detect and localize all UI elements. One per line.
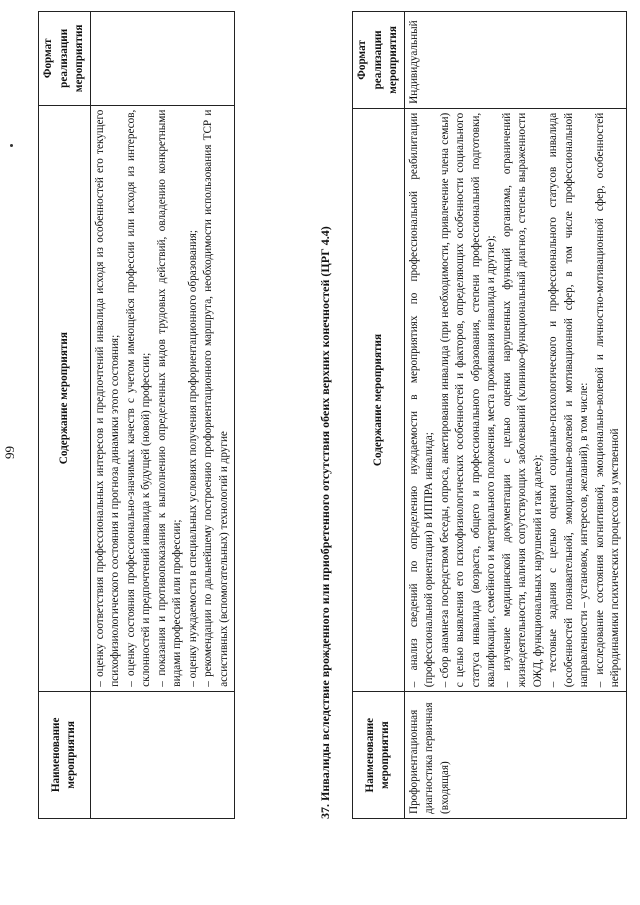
page-number: 99 <box>2 446 17 459</box>
activities-table-crg44 <box>352 11 627 819</box>
speck <box>10 144 13 147</box>
content-item: – оценку соответствия профессиональных интересов и предпочтений инвалида исходя из особенностей его текущего психофизиологического состояния и прогноза динамики этого состояния; <box>93 109 121 687</box>
content-item: – анализ сведений по определению нуждаемости в мероприятиях по профессиональной реабилитации (профессиональной ориентации) в ИППРА инвалида; <box>407 112 435 688</box>
cell-content <box>404 108 626 691</box>
activities-table-continued <box>38 11 235 819</box>
content-item: – сбор анамнеза посредством беседы, опроса, анкетирования инвалида (при необходимости, привлечение члена семьи) с целью выявления его психофизиологических особенностей и факторов, определяющих особенности социального статуса инвалида (возраста, общего и профессионального образования, степени профессиональной подготовки, квалификации, семейного и материального положения, места проживания инвалида и другие); <box>438 112 497 688</box>
content-item: – оценку состояния профессионально-значимых качеств с учетом имеющейся профессии или исходя из интересов, склонностей и предпочтений инвалида к будущей (новой) профессии; <box>124 109 152 687</box>
content-item: – исследование состояния когнитивной, эмоционально-волевой и личностно-мотивационной сфер, особенностей нейродинамики психических процессов и умственной <box>593 112 621 688</box>
activity-name: Профориентационная диагностика первичная (входящая) <box>404 692 626 819</box>
cell-name-empty <box>90 691 235 818</box>
content-item: – показания и противопоказания к выполнению определенных видов трудовых действий, овладению конкретными видами профессий или профессии; <box>155 109 183 687</box>
activity-format: Индивидуальный <box>404 12 626 109</box>
content-item: – рекомендации по дальнейшему построению профориентационного маршрута, необходимости использования ТСР и ассистивных (вспомогательных) технологий и другие <box>202 109 230 687</box>
cell-content <box>90 105 235 691</box>
header-format: Формат реализации мероприятия <box>39 12 91 106</box>
header-content: Содержание мероприятия <box>39 105 91 691</box>
cell-format-empty <box>90 12 235 106</box>
header-content: Содержание мероприятия <box>353 108 405 691</box>
content-item: – тестовые задания с целью оценки социально-психологического и профессионального статусов инвалида (особенностей познавательной, эмоционально-волевой и мотивационной сфер, в том числе профессиональной направленности – установок, интересов, желаний), в том числе: <box>547 112 590 688</box>
content-item: – изучение медицинской документации с целью оценки нарушенных функций организма, ограничений жизнедеятельности, наличия сопутствующих заболеваний (клинико-функциональный диагноз, степень выраженности ОЖД, функциональных нарушений и так далее); <box>500 112 544 688</box>
header-format: Формат реализации мероприятия <box>353 12 405 109</box>
header-name: Наименование мероприятия <box>353 692 405 819</box>
section-title: 37. Инвалиды вследствие врожденного или приобретенного отсутствия обеих верхних конечностей (ЦРГ 4.4) <box>318 226 332 819</box>
content-item: – оценку нуждаемости в специальных условиях получения профориентационного образования; <box>186 229 199 687</box>
header-name: Наименование мероприятия <box>39 691 91 818</box>
